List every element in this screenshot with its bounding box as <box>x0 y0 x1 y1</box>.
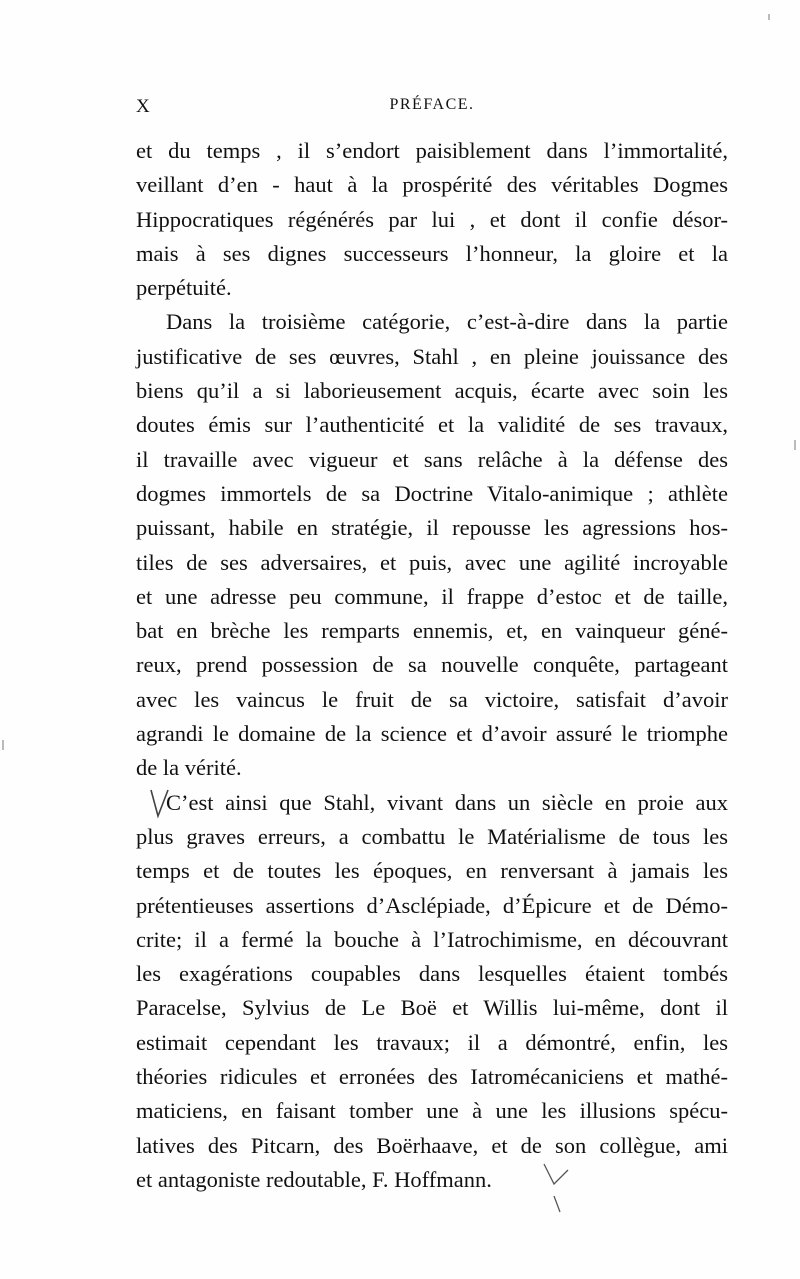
text-line: Hippocratiques régénérés par lui , et dont il confie désor- <box>136 206 728 232</box>
running-head <box>136 96 728 126</box>
pencil-mark-icon <box>540 1160 580 1220</box>
text-line: théories ridicules et erronées des Iatromécaniciens et mathé- <box>136 1064 728 1090</box>
page-number: X <box>136 96 151 117</box>
text-line: dogmes immortels de sa Doctrine Vitalo-animique ; athlète <box>136 480 728 506</box>
text-line: puissant, habile en stratégie, il repousse les agressions hos- <box>136 515 728 541</box>
text-line: latives des Pitcarn, des Boërhaave, et de son collègue, ami <box>136 1132 728 1158</box>
text-line: de la vérité. <box>136 755 242 781</box>
text-line: doutes émis sur l’authenticité et la validité de ses travaux, <box>136 412 728 438</box>
text-line: C’est ainsi que Stahl, vivant dans un siècle en proie aux <box>166 789 728 815</box>
text-line: les exagérations coupables dans lesquelles étaient tombés <box>136 961 728 987</box>
text-line: reux, prend possession de sa nouvelle conquête, partageant <box>136 652 728 678</box>
text-line: perpétuité. <box>136 275 232 301</box>
body-text <box>136 134 728 1197</box>
scan-speck <box>768 14 770 20</box>
scan-speck <box>2 740 4 750</box>
text-line: Paracelse, Sylvius de Le Boë et Willis lui-même, dont il <box>136 995 728 1021</box>
text-line: tiles de ses adversaires, et puis, avec une agilité incroyable <box>136 549 728 575</box>
text-line: justificative de ses œuvres, Stahl , en pleine jouissance des <box>136 343 728 369</box>
text-line: agrandi le domaine de la science et d’avoir assuré le triomphe <box>136 721 728 747</box>
text-line: estimait cependant les travaux; il a démontré, enfin, les <box>136 1029 728 1055</box>
text-line: et une adresse peu commune, il frappe d’estoc et de taille, <box>136 583 728 609</box>
text-line: mais à ses dignes successeurs l’honneur, la gloire et la <box>136 240 728 266</box>
text-line: et du temps , il s’endort paisiblement dans l’immortalité, <box>136 138 728 163</box>
text-line: et antagoniste redoutable, F. Hoffmann. <box>136 1166 492 1192</box>
text-line: bat en brèche les remparts ennemis, et, en vainqueur géné- <box>136 618 728 644</box>
text-line: prétentieuses assertions d’Asclépiade, d’Épicure et de Démo- <box>136 892 728 918</box>
text-line: temps et de toutes les époques, en renversant à jamais les <box>136 858 728 884</box>
text-line: crite; il a fermé la bouche à l’Iatrochimisme, en découvrant <box>136 926 728 952</box>
text-line: biens qu’il a si laborieusement acquis, écarte avec soin les <box>136 378 728 404</box>
text-line: maticiens, en faisant tomber une à une les illusions spécu- <box>136 1098 728 1124</box>
scan-speck <box>794 440 796 450</box>
text-line: il travaille avec vigueur et sans relâche à la défense des <box>136 446 728 472</box>
text-line: Dans la troisième catégorie, c’est-à-dire dans la partie <box>166 309 728 335</box>
text-line: plus graves erreurs, a combattu le Matérialisme de tous les <box>136 823 728 849</box>
running-title: PRÉFACE. <box>389 96 475 113</box>
text-line: veillant d’en - haut à la prospérité des véritables Dogmes <box>136 172 728 198</box>
pencil-mark-icon <box>148 786 170 826</box>
text-line: avec les vaincus le fruit de sa victoire, satisfait d’avoir <box>136 686 728 712</box>
